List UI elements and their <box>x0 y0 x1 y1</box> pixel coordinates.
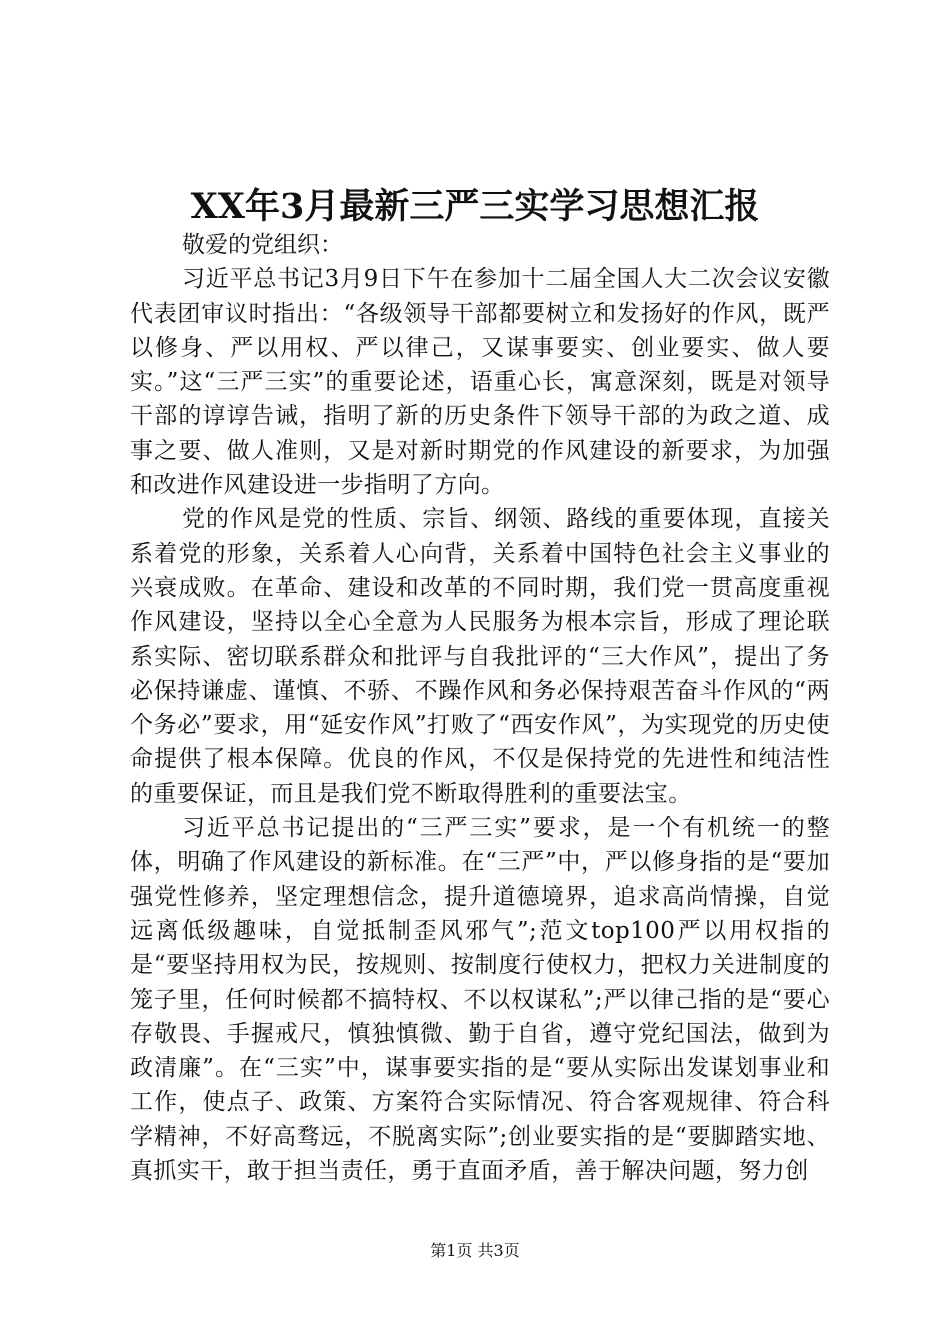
paragraph-3: 习近平总书记提出的“三严三实”要求，是一个有机统一的整体，明确了作风建设的新标准。在“三严”中，严以修身指的是“要加强党性修养，坚定理想信念，提升道德境界，追求高尚情操，自觉远离低级趣味，自觉抵制歪风邪气”;范文top100严以用权指的是“要坚持用权为民，按规则、按制度行使权力，把权力关进制度的笼子里，任何时候都不搞特权、不以权谋私”;严以律己指的是“要心存敬畏、手握戒尺，慎独慎微、勤于自省，遵守党纪国法，做到为政清廉”。在“三实”中，谋事要实指的是“要从实际出发谋划事业和工作，使点子、政策、方案符合实际情况、符合客观规律、符合科学精神，不好高骛远，不脱离实际”;创业要实指的是“要脚踏实地、真抓实干，敢于担当责任，勇于直面矛盾，善于解决问题，努力创 <box>130 815 830 1185</box>
salutation: 敬爱的党组织： <box>182 232 343 258</box>
document-title: XX年3月最新三严三实学习思想汇报 <box>190 186 760 227</box>
page-footer: 第1页 共3页 <box>430 1241 520 1260</box>
document-body <box>130 228 830 1188</box>
paragraph-2: 党的作风是党的性质、宗旨、纲领、路线的重要体现，直接关系着党的形象，关系着人心向背，关系着中国特色社会主义事业的兴衰成败。在革命、建设和改革的不同时期，我们党一贯高度重视作风建设，坚持以全心全意为人民服务为根本宗旨，形成了理论联系实际、密切联系群众和批评与自我批评的“三大作风”，提出了务必保持谦虚、谨慎、不骄、不躁作风和务必保持艰苦奋斗作风的“两个务必”要求，用“延安作风”打败了“西安作风”，为实现党的历史使命提供了根本保障。优良的作风，不仅是保持党的先进性和纯洁性的重要保证，而且是我们党不断取得胜利的重要法宝。 <box>130 506 830 807</box>
paragraph-1: 习近平总书记3月9日下午在参加十二届全国人大二次会议安徽代表团审议时指出：“各级领导干部都要树立和发扬好的作风，既严以修身、严以用权、严以律己，又谋事要实、创业要实、做人要实。”这“三严三实”的重要论述，语重心长，寓意深刻，既是对领导干部的谆谆告诫，指明了新的历史条件下领导干部的为政之道、成事之要、做人准则，又是对新时期党的作风建设的新要求，为加强和改进作风建设进一步指明了方向。 <box>130 266 830 499</box>
